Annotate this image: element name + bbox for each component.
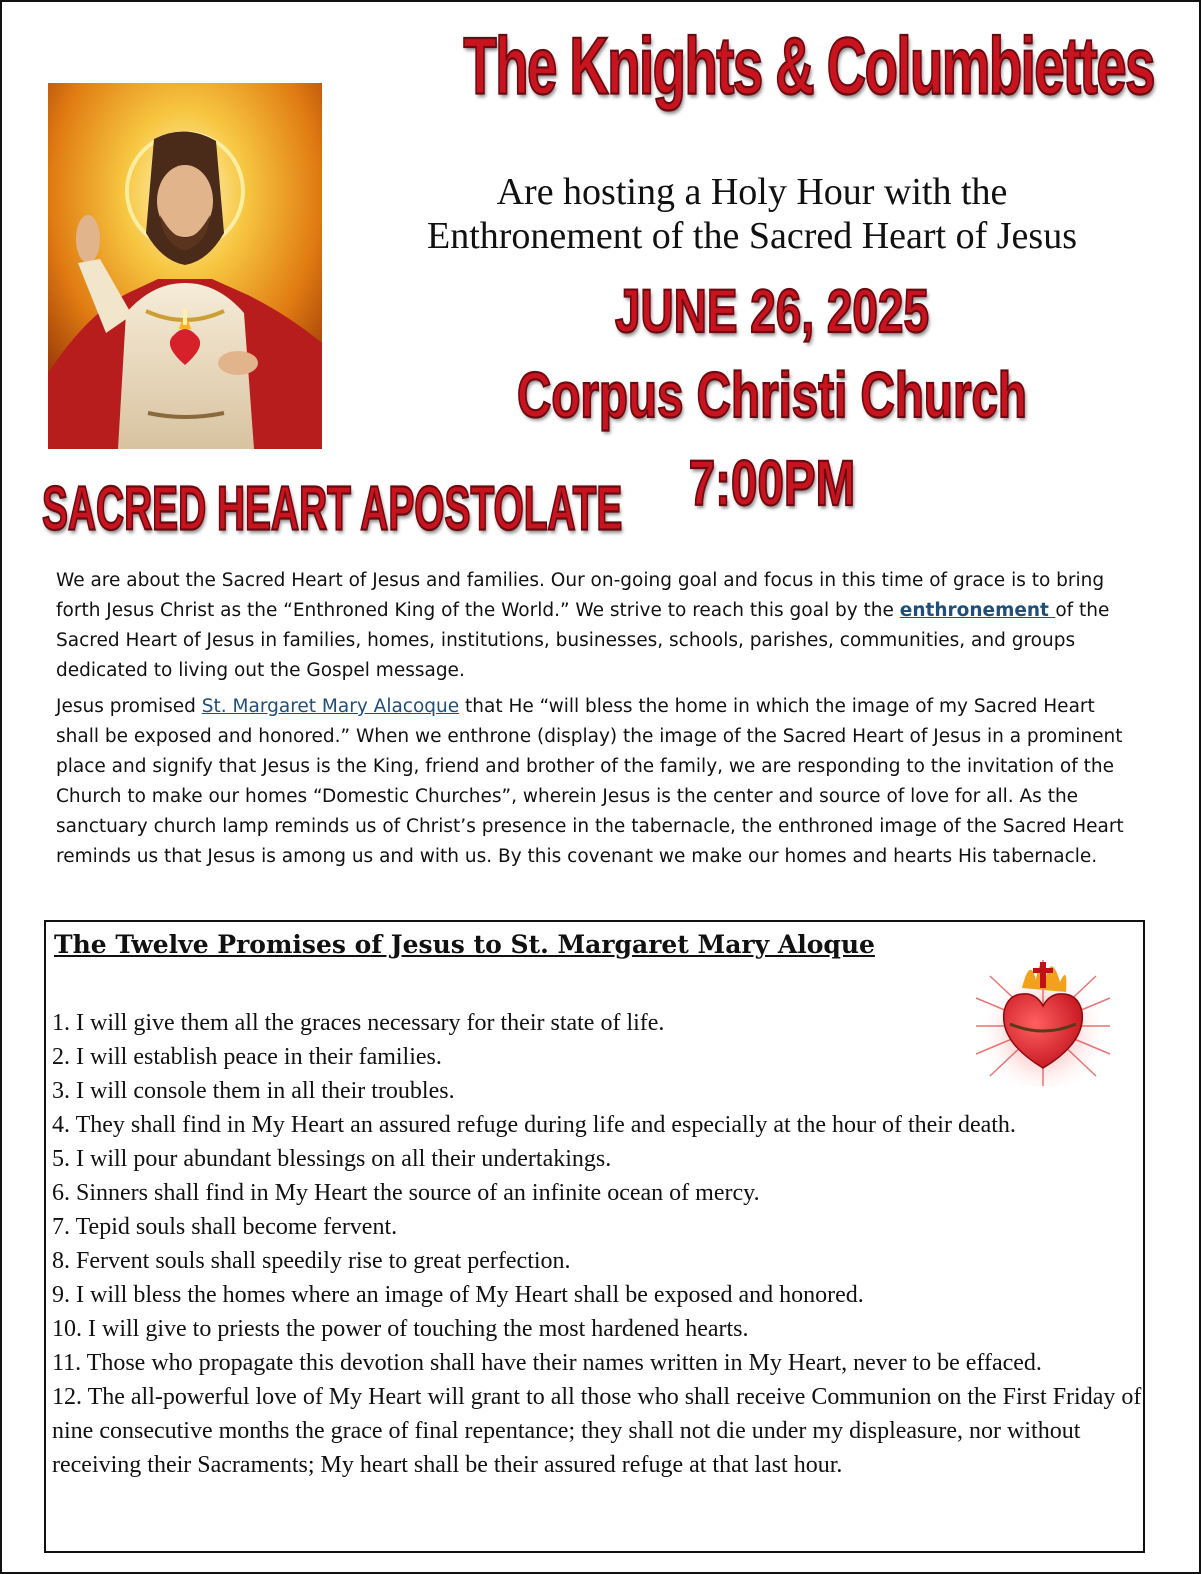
promise-item: 5. I will pour abundant blessings on all their undertakings. (52, 1146, 612, 1172)
twelve-promises-box (44, 920, 1145, 1553)
event-host-title: The Knights & Columbiettes (463, 21, 1154, 111)
sacred-heart-of-jesus-image (48, 83, 322, 449)
promise-item: 11. Those who propagate this devotion shall have their names written in My Heart, never to be effaced. (52, 1350, 1042, 1376)
promise-item: 6. Sinners shall find in My Heart the source of an infinite ocean of mercy. (52, 1180, 760, 1206)
promise-item: 2. I will establish peace in their families. (52, 1044, 442, 1070)
apostolate-paragraph-2 (56, 692, 1136, 872)
event-time: 7:00PM (688, 447, 856, 520)
event-location: Corpus Christi Church (517, 359, 1027, 432)
promises-title: The Twelve Promises of Jesus to St. Margaret Mary Aloque (54, 930, 875, 959)
event-subtitle (352, 170, 1152, 258)
promise-item: 9. I will bless the homes where an image of My Heart shall be exposed and honored. (52, 1282, 864, 1308)
st-margaret-mary-link[interactable]: St. Margaret Mary Alacoque (201, 696, 460, 717)
promise-item: 10. I will give to priests the power of touching the most hardened hearts. (52, 1316, 749, 1342)
paragraph-2-text-end: that He “will bless the home in which the image of my Sacred Heart shall be exposed and honored.” When we enthrone (display) the image of the Sacred Heart of Jesus in a prominent place and signify that Jesus is the King, friend and brother of the family, we are responding to the invitation of the Church to make our homes “Domestic Churches”, wherein Jesus is the center and source of love for all. As the sanctuary church lamp reminds us of Christ’s presence in the tabernacle, the enthroned image of the Sacred Heart reminds us that Jesus is among us and with us. By this covenant we make our homes and hearts His tabernacle. (56, 696, 1124, 867)
event-date: JUNE 26, 2025 (614, 275, 929, 346)
apostolate-description (56, 566, 1136, 878)
apostolate-paragraph-1 (56, 566, 1136, 686)
subtitle-line-1: Are hosting a Holy Hour with the (496, 171, 1008, 213)
apostolate-heading: SACRED HEART APOSTOLATE (42, 474, 623, 544)
promise-item: 3. I will console them in all their troubles. (52, 1078, 455, 1104)
promise-item: 1. I will give them all the graces necessary for their state of life. (52, 1010, 665, 1036)
enthronement-link[interactable]: enthronement (899, 600, 1056, 621)
promises-list (52, 1006, 1142, 1482)
paragraph-1-text-end: of the Sacred Heart of Jesus in families, homes, institutions, businesses, schools, parishes, communities, and groups dedicated to living out the Gospel message. (56, 600, 1110, 681)
subtitle-line-2: Enthronement of the Sacred Heart of Jesus (426, 215, 1077, 257)
promise-item: 8. Fervent souls shall speedily rise to great perfection. (52, 1248, 571, 1274)
promise-item: 4. They shall find in My Heart an assured refuge during life and especially at the hour of their death. (52, 1112, 1016, 1138)
promise-item: 7. Tepid souls shall become fervent. (52, 1214, 398, 1240)
paragraph-2-text-start: Jesus promised (56, 696, 202, 717)
paragraph-1-text-start: We are about the Sacred Heart of Jesus and families. Our on-going goal and focus in this time of grace is to bring forth Jesus Christ as the “Enthroned King of the World.” We strive to reach this goal by the (56, 570, 1105, 621)
promise-item: 12. The all-powerful love of My Heart will grant to all those who shall receive Communion on the First Friday of nine consecutive months the grace of final repentance; they shall not die under my displeasure, nor without receiving their Sacraments; My heart shall be their assured refuge at that last hour. (52, 1384, 1142, 1478)
